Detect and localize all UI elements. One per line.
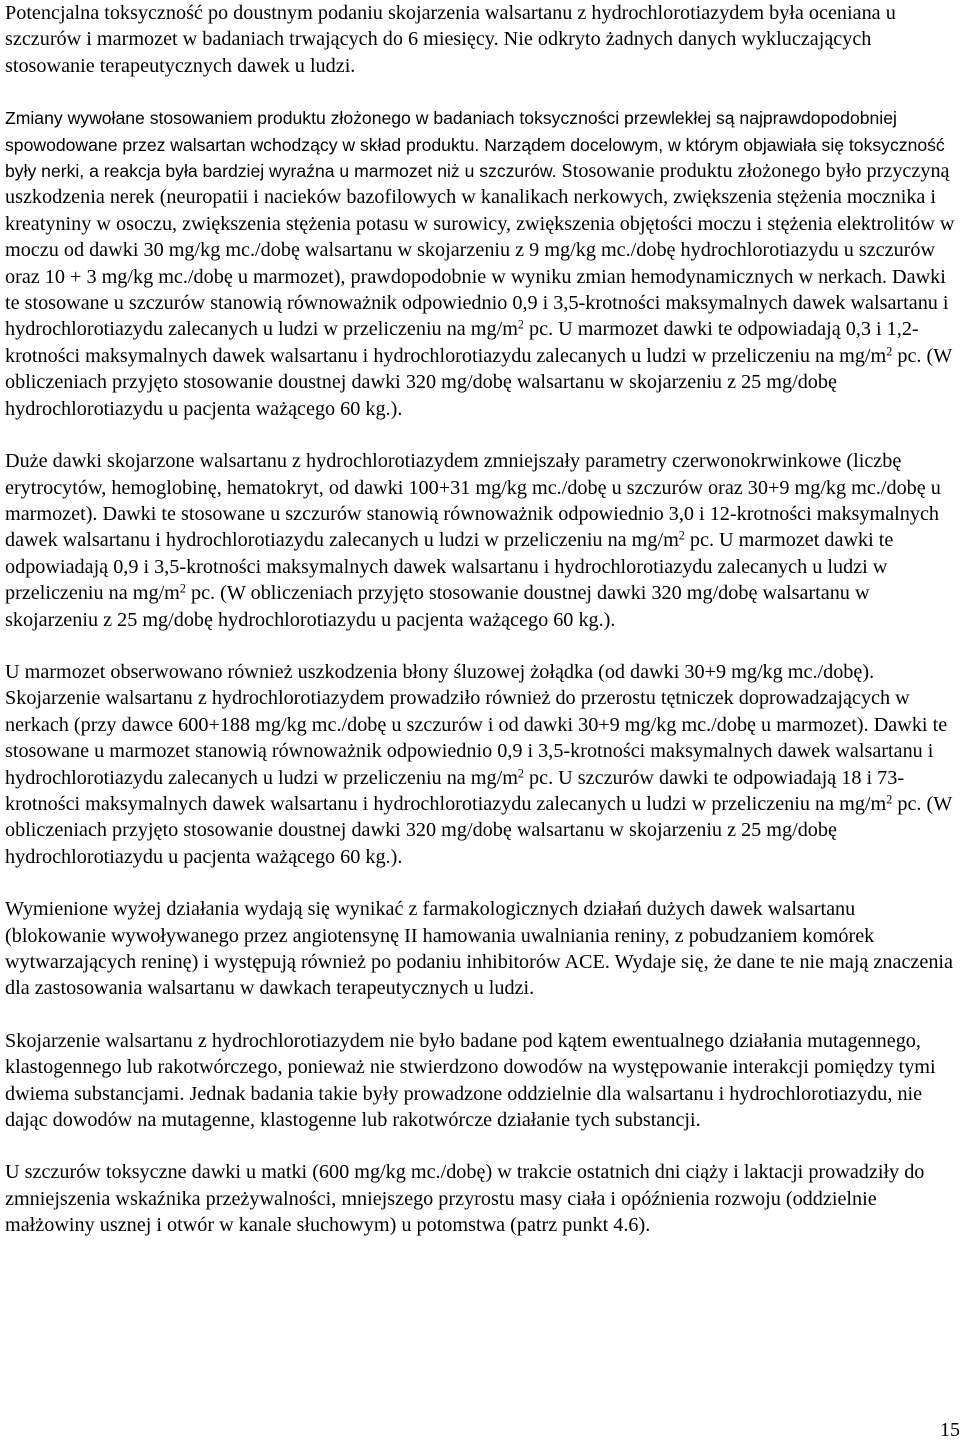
paragraph-gap xyxy=(5,633,955,659)
document-page xyxy=(5,0,955,1239)
page-number: 15 xyxy=(940,1419,960,1441)
paragraph-pharmacological-effects xyxy=(5,896,955,1002)
text-run: pc. U marmozet dawki te odpowiadają 0,9 i 3,5-krotności maksymalnych dawek walsartanu i hydrochlorotiazydu zalecanych u ludzi w przeliczeniu na mg/m xyxy=(5,529,894,605)
paragraph-chronic-toxicity xyxy=(5,105,955,422)
text-run: pc. (W obliczeniach przyjęto stosowanie doustnej dawki 320 mg/dobę walsartanu w skojarzeniu z 25 mg/dobę hydrochlorotiazydu u pacjenta ważącego 60 kg.). xyxy=(5,344,952,420)
superscript: 2 xyxy=(886,344,893,359)
paragraph-mutagenicity xyxy=(5,1028,955,1134)
paragraph-gap xyxy=(5,79,955,105)
text-run: U szczurów toksyczne dawki u matki (600 mg/kg mc./dobę) w trakcie ostatnich dni ciąży i laktacji prowadziły do zmniejszenia wskaźnika przeżywalności, mniejszego przyrostu masy ciała i opóźnienia rozwoju (oddzielnie małżowiny usznej i otwór w kanale słuchowym) u potomstwa (patrz punkt 4.6). xyxy=(5,1161,925,1237)
text-run: pc. U szczurów dawki te odpowiadają 18 i 73-krotności maksymalnych dawek walsartanu i hydrochlorotiazydu zalecanych u ludzi w przeliczeniu na mg/m xyxy=(5,766,905,815)
text-run: Potencjalna toksyczność po doustnym podaniu skojarzenia walsartanu z hydrochlorotiazydem była oceniana u szczurów i marmozet w badaniach trwających do 6 miesięcy. Nie odkryto żadnych danych wykluczających stosowanie terapeutycznych dawek u ludzi. xyxy=(5,2,896,77)
text-run: pc. (W obliczeniach przyjęto stosowanie doustnej dawki 320 mg/dobę walsartanu w skojarzeniu z 25 mg/dobę hydrochlorotiazydu u pacjenta ważącego 60 kg.). xyxy=(5,792,952,868)
superscript: 2 xyxy=(886,792,893,807)
text-run: Narządem docelowym, w którym objawiała się toksyczność były nerki, a reakcja była bardziej wyraźna u marmozet niż u szczurów. xyxy=(5,134,945,182)
paragraph-gap xyxy=(5,1133,955,1159)
paragraph-gap xyxy=(5,870,955,896)
text-run: Duże dawki skojarzone walsartanu z hydrochlorotiazydem zmniejszały parametry czerwonokrwinkowe (liczbę erytrocytów, hemoglobinę, hematokryt, od dawki 100+31 mg/kg mc./dobę u szczurów oraz 30+9 mg/kg mc./dobę u marmozet). Dawki te stosowane u szczurów stanowią równoważnik odpowiednio 3,0 i 12-krotności maksymalnych dawek walsartanu i hydrochlorotiazydu zalecanych u ludzi w przeliczeniu na mg/m xyxy=(5,450,941,552)
text-run: Zmiany wywołane stosowaniem produktu złożonego w badaniach toksyczności przewlekłej są najprawdopodobniej spowodowane przez walsartan wchodzący w skład produktu. xyxy=(5,108,897,155)
text-run: Stosowanie produktu złożonego było przyczyną uszkodzenia nerek (neuropatii i nacieków bazofilowych w kanalikach nerkowych, zwiększenia stężenia mocznika i kreatyniny w osoczu, zwiększenia stężenia potasu w surowicy, zwiększenia objętości moczu i stężenia elektrolitów w moczu od dawki 30 mg/kg mc./dobę walsartanu w skojarzeniu z 9 mg/kg mc./dobę hydrochlorotiazydu u szczurów oraz 10 + 3 mg/kg mc./dobę u marmozet), prawdopodobnie w wyniku zmian hemodynamicznych w nerkach. Dawki te stosowane u szczurów stanowią równoważnik odpowiednio 0,9 i 3,5-krotności maksymalnych dawek walsartanu i hydrochlorotiazydu zalecanych u ludzi w przeliczeniu na mg/m xyxy=(5,160,955,341)
superscript: 2 xyxy=(179,581,186,596)
text-run: Wymienione wyżej działania wydają się wynikać z farmakologicznych działań dużych dawek walsartanu (blokowanie wywoływanego przez angiotensynę II hamowania uwalniania reniny, z pobudzaniem komórek wytwarzających reninę) i występują również po podaniu inhibitorów ACE. Wydaje się, że dane te nie mają znaczenia dla zastosowania walsartanu w dawkach terapeutycznych u ludzi. xyxy=(5,898,953,1000)
text-run: pc. U marmozet dawki te odpowiadają 0,3 i 1,2-krotności maksymalnych dawek walsartanu i hydrochlorotiazydu zalecanych u ludzi w przeliczeniu na mg/m xyxy=(5,318,919,367)
paragraph-high-doses xyxy=(5,448,955,633)
paragraph-gap xyxy=(5,422,955,448)
text-run: U marmozet obserwowano również uszkodzenia błony śluzowej żołądka (od dawki 30+9 mg/kg mc./dobę). Skojarzenie walsartanu z hydrochlorotiazydem prowadziło również do przerostu tętniczek doprowadzających w nerkach (przy dawce 600+188 mg/kg mc./dobę u szczurów i od dawki 30+9 mg/kg mc./dobę u marmozet). Dawki te stosowane u marmozet stanowią równoważnik odpowiednio 0,9 i 3,5-krotności maksymalnych dawek walsartanu i hydrochlorotiazydu zalecanych u ludzi w przeliczeniu na mg/m xyxy=(5,660,948,789)
paragraph-gastric-damage xyxy=(5,659,955,870)
text-run: Skojarzenie walsartanu z hydrochlorotiazydem nie było badane pod kątem ewentualnego działania mutagennego, klastogennego lub rakotwórczego, ponieważ nie stwierdzono dowodów na występowanie interakcji pomiędzy tymi dwiema substancjami. Jednak badania takie były prowadzone oddzielnie dla walsartanu i hydrochlorotiazydu, nie dając dowodów na mutagenne, klastogenne lub rakotwórcze działanie tych substancji. xyxy=(5,1029,936,1132)
paragraph-toxicity-intro xyxy=(5,0,955,79)
text-run: pc. (W obliczeniach przyjęto stosowanie doustnej dawki 320 mg/dobę walsartanu w skojarzeniu z 25 mg/dobę hydrochlorotiazydu u pacjenta ważącego 60 kg.). xyxy=(5,582,870,631)
superscript: 2 xyxy=(517,765,524,780)
paragraph-reproductive-toxicity xyxy=(5,1159,955,1238)
superscript: 2 xyxy=(678,528,685,543)
paragraph-gap xyxy=(5,1002,955,1028)
superscript: 2 xyxy=(517,317,524,332)
